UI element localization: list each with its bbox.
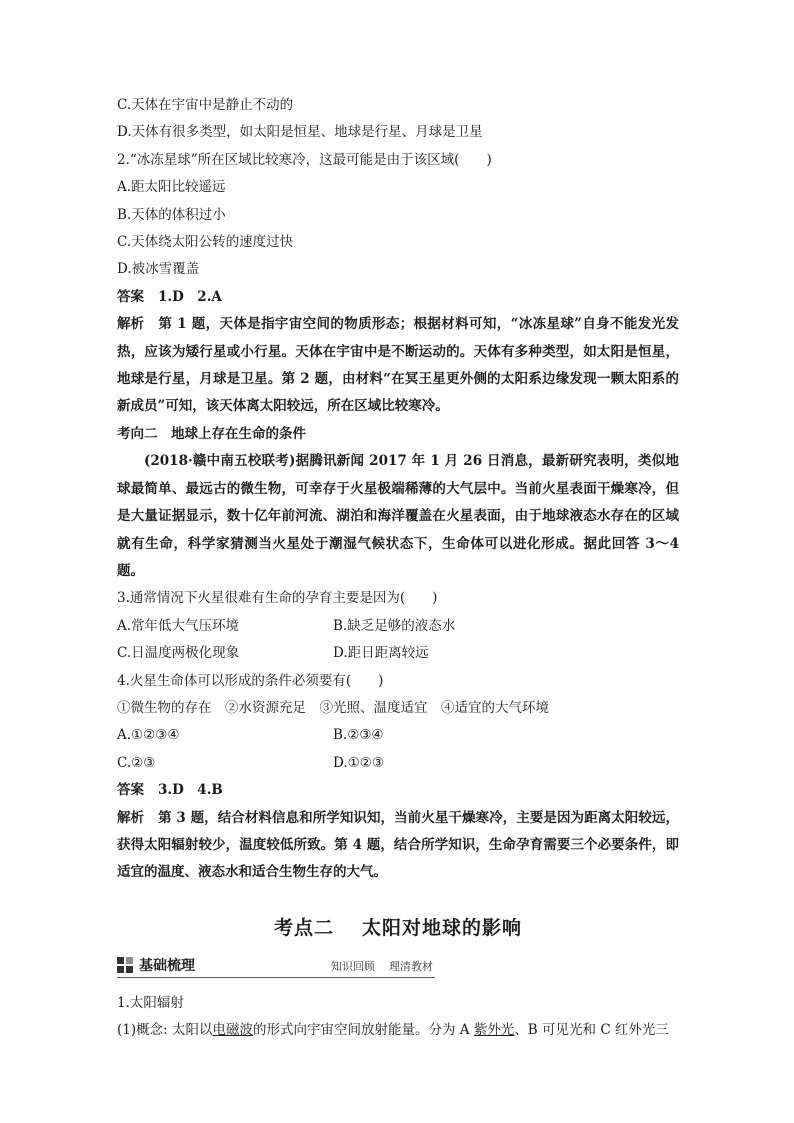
analysis-block-1 <box>117 311 679 421</box>
item-1-1-mid2: 、B 可见光和 C 红外光三 <box>514 1022 669 1039</box>
q3-options-row-2 <box>117 640 679 667</box>
document-page <box>117 92 679 1045</box>
q4-option-c: C.②③ <box>117 754 156 771</box>
basics-band <box>117 954 435 980</box>
direction-heading-2: 考向二 地球上存在生命的条件 <box>117 425 306 442</box>
q3-stem: 3.通常情况下火星很难有生命的孕育主要是因为( ) <box>117 590 438 607</box>
answer-block-2 <box>117 777 679 804</box>
material-passage: (2018·赣中南五校联考)据腾讯新闻 2017 年 1 月 26 日消息，最新研究表明，类似地球最简单、最远古的微生物，可幸存于火星极端稀薄的大气层中。当前火星表面干燥寒冷，但是大量证据显示，数十亿年前河流、湖泊和海洋覆盖在火星表面，由于地球液态水存在的区域就有生命，科学家猜测当火星处于潮湿气候状态下，生命体可以进化形成。据此回答 3～4 题。 <box>117 453 679 579</box>
q4-items: ①微生物的存在 ②水资源充足 ③光照、温度适宜 ④适宜的大气环境 <box>117 699 549 716</box>
q3-options-row-1 <box>117 613 679 640</box>
analysis-label: 解析 <box>117 809 144 826</box>
analysis-block-2 <box>117 805 679 887</box>
q4-option-b: B.②③④ <box>333 727 384 744</box>
slash-divider-icon <box>375 958 389 974</box>
answer-label: 答案 <box>117 782 144 799</box>
item-1-1-prefix: (1)概念: 太阳以 <box>117 1022 213 1039</box>
q3-option-c: C.日温度两极化现象 <box>117 645 240 662</box>
band-subtitle-1: 知识回顾 <box>331 959 375 973</box>
answer-block-1 <box>117 284 679 311</box>
q4-options-row-1 <box>117 722 679 749</box>
band-title: 基础梳理 <box>139 957 195 974</box>
term-ultraviolet: 紫外光 <box>473 1022 515 1039</box>
q2-option-c: C.天体绕太阳公转的速度过快 <box>117 234 294 251</box>
analysis-text: 第 1 题，天体是指宇宙空间的物质形态；根据材料可知，“冰冻星球”自身不能发光发热，应该为矮行星或小行星。天体在宇宙中是不断运动的。天体有多种类型，如太阳是恒星，地球是行星，月球是卫星。第 2 题，由材料“在冥王星更外侧的太阳系边缘发现一颗太阳系的新成员”可知，该天体离太阳较远，所在区域比较寒冷。 <box>117 316 679 415</box>
analysis-text: 第 3 题，结合材料信息和所学知识知，当前火星干燥寒冷，主要是因为距离太阳较远，获得太阳辐射较少，温度较低所致。第 4 题，结合所学知识，生命孕育需要三个必要条件，即适宜的温度、液态水和适合生物生存的大气。 <box>117 809 679 881</box>
section-number: 考点二 <box>273 916 334 939</box>
section-heading <box>117 913 679 940</box>
q4-stem: 4.火星生命体可以形成的条件必须要有( ) <box>117 672 384 689</box>
q2-option-b: B.天体的体积过小 <box>117 206 226 223</box>
q3-option-b: B.缺乏足够的液态水 <box>333 617 456 634</box>
q4-option-d: D.①②③ <box>333 754 384 771</box>
q2-stem: 2.“冰冻星球”所在区域比较寒冷，这最可能是由于该区域( ) <box>117 151 492 168</box>
q4-option-a: A.①②③④ <box>117 727 180 744</box>
item-1-1-mid1: 的形式向宇宙空间放射能量。分为 A <box>252 1022 474 1039</box>
grid-blocks-icon <box>117 957 133 973</box>
item-1-heading: 1.太阳辐射 <box>117 994 184 1011</box>
answer-text: 1.D 2.A <box>158 288 222 305</box>
term-electromagnetic-wave: 电磁波 <box>212 1022 253 1039</box>
item-1-1 <box>117 1017 679 1044</box>
analysis-label: 解析 <box>117 316 144 333</box>
q3-option-d: D.距日距离较远 <box>333 645 429 662</box>
band-subtitle-2: 理清教材 <box>389 959 433 973</box>
q3-option-a: A.常年低大气压环境 <box>117 617 240 634</box>
q2-option-a: A.距太阳比较遥远 <box>117 179 226 196</box>
q1-option-d: D.天体有很多类型，如太阳是恒星、地球是行星、月球是卫星 <box>117 124 483 141</box>
band-subtitle <box>331 958 433 974</box>
answer-label: 答案 <box>117 288 144 305</box>
answer-text: 3.D 4.B <box>158 782 223 799</box>
q1-option-c: C.天体在宇宙中是静止不动的 <box>117 97 294 113</box>
band-rule <box>117 977 435 978</box>
q4-options-row-2 <box>117 750 679 777</box>
q2-option-d: D.被冰雪覆盖 <box>117 261 200 278</box>
section-title: 太阳对地球的影响 <box>362 916 523 939</box>
